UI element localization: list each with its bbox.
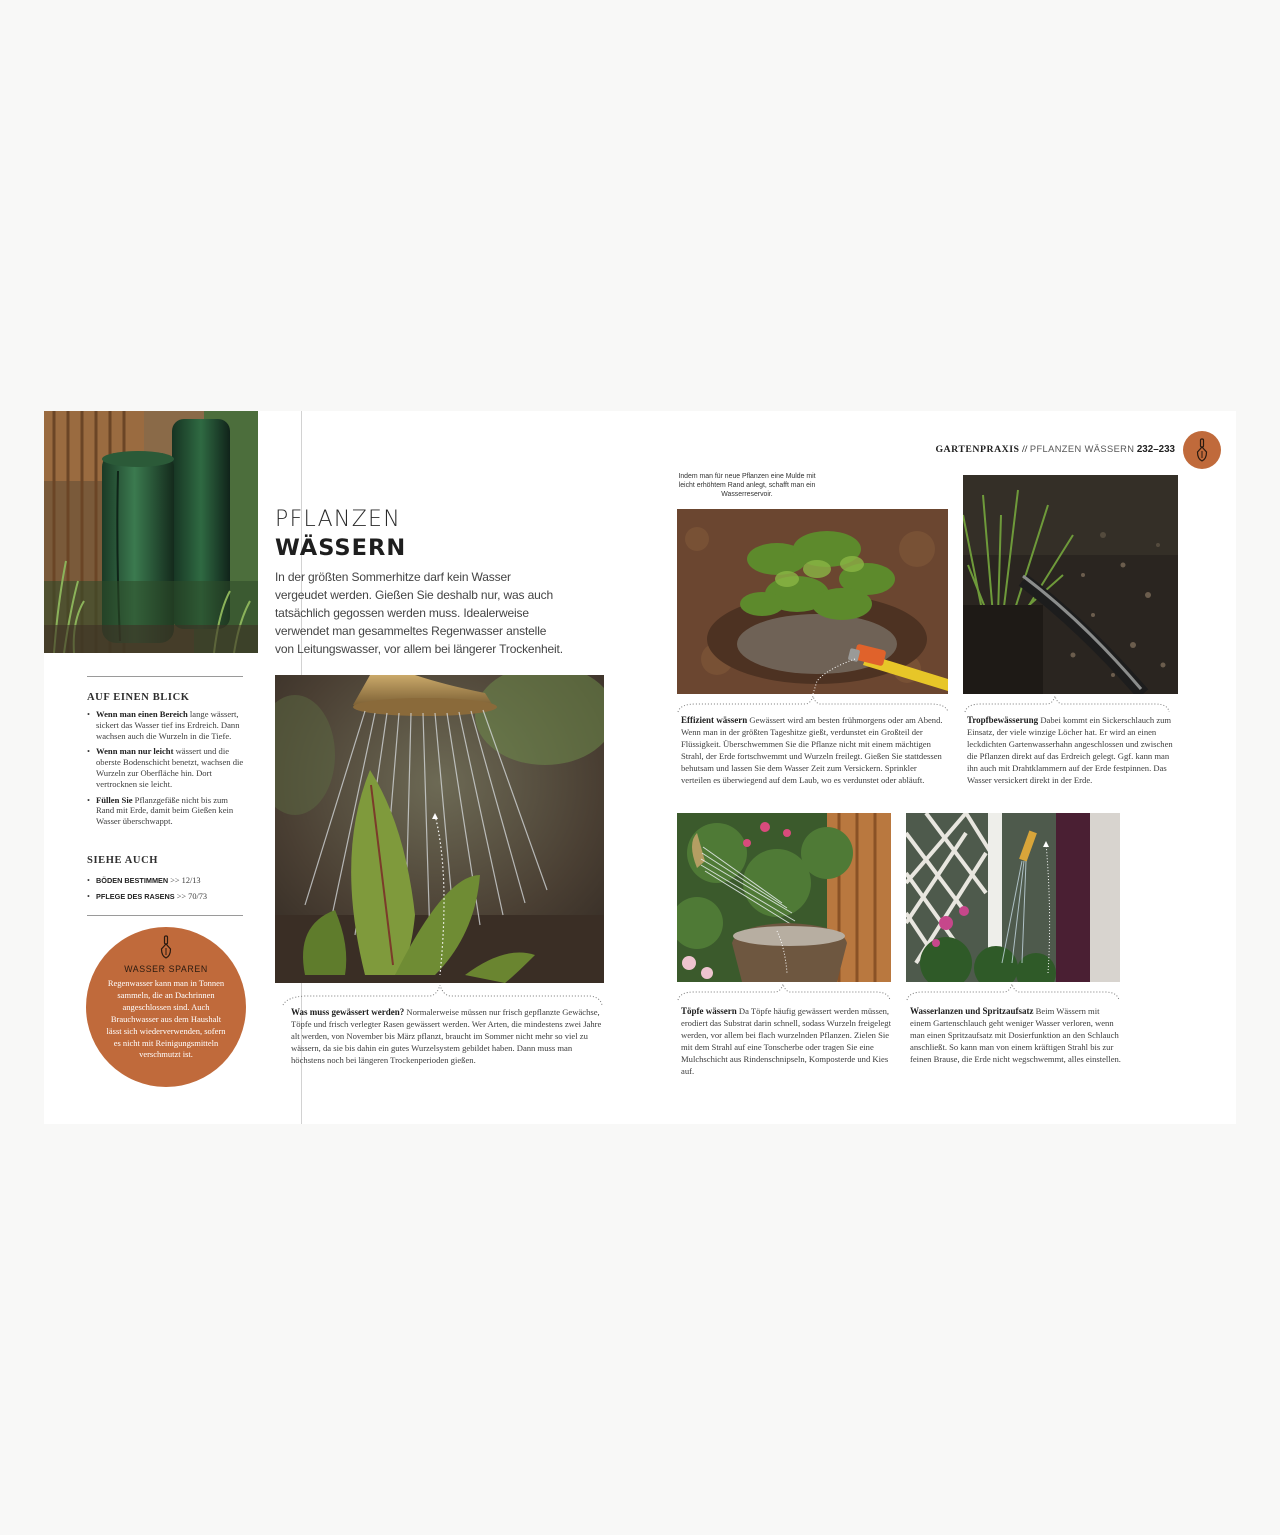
running-head: GARTENPRAXIS // PFLANZEN WÄSSERN 232–233 [935, 444, 1175, 455]
list-item: • Wenn man einen Bereich lange wässert, sickert das Wasser tief ins Erdreich. Dann wachsen auch die Wurzeln in die Tiefe. [87, 709, 247, 741]
glance-list [87, 709, 247, 832]
tip-box [86, 927, 246, 1087]
caption-pointer [676, 984, 892, 1004]
intro-text: In der größten Sommerhitze darf kein Wasser vergeudet werden. Gießen Sie deshalb nur, was auch tatsächlich gegossen werden muss. Idealerweise verwendet man gesammeltes Regenwasser anstelle von Leitungswasser, vor allem bei längerer Trockenheit. [275, 570, 563, 656]
watering-lance-photo [906, 813, 1120, 982]
caption-pot-watering: Töpfe wässern Da Töpfe häufig gewässert werden müssen, erodiert das Substrat darin schnell, sodass Wurzeln freigelegt werden, vor allem bei flach wurzelnden Pflanzen. Zielen Sie mit dem Strahl auf eine Tonscherbe oder tragen Sie eine Mulchschicht aus Rindenschnipseln, Komposterde und Kies auf. [681, 1006, 891, 1076]
glance-heading: AUF EINEN BLICK [87, 692, 190, 703]
book-spread [44, 411, 1236, 1124]
caption-main: Was muss gewässert werden? Normalerweise müssen nur frisch gepflanzte Gewächse, Töpfe und frisch verlegter Rasen gewässert werden. Wer Arten, die mindestens zwei Jahre alt werden, von November bis März pflanzt, braucht im Sommer nicht mehr so viel zu wässern, da sie bis dahin ein gutes Wurzelsystem gebildet haben. Dann muss man höchstens noch bei längeren Trockenperioden gießen. [291, 1007, 602, 1065]
hose-planting-pit-photo [677, 509, 948, 694]
caption-pointer [905, 984, 1121, 1004]
caption-pointer [676, 696, 949, 716]
see-also-heading: SIEHE AUCH [87, 855, 159, 866]
trowel-icon [158, 935, 174, 959]
photo-callout: Indem man für neue Pflanzen eine Mulde mit leicht erhöhtem Rand anlegt, schafft man ein Wasserreservoir. [678, 473, 816, 498]
page-title-line-1: PFLANZEN [275, 507, 402, 532]
tip-title: WASSER SPAREN [124, 964, 208, 974]
page-title-line-2: WÄSSERN [275, 535, 407, 561]
page-badge [1183, 431, 1221, 469]
see-also-link[interactable]: • BÖDEN BESTIMMEN >> 12/13 [87, 873, 247, 889]
divider [87, 915, 243, 916]
caption-watering-lance: Wasserlanzen und Spritzaufsatz Beim Wässern mit einem Gartenschlauch geht weniger Wasser verloren, wenn man einen Spritzaufsatz mit Dosierfunktion an den Schlauch anschließt. So kann man von einem kräftigen Strahl bis zur feinen Brause, die Erde nicht wegschwemmt, alles einstellen. [910, 1006, 1121, 1064]
list-item: • Wenn man nur leicht wässert und die oberste Bodenschicht benetzt, wachsen die Wurzeln zur Oberfläche hin. Dort vertrocknen sie leicht. [87, 746, 247, 789]
rain-barrels-photo [44, 411, 258, 653]
caption-drip-irrigation: Tropfbewässerung Dabei kommt ein Sickerschlauch zum Einsatz, der viele winzige Löcher hat. Er wird an einen leckdichten Gartenwasserhahn angeschlossen und zwischen die Pflanzen direkt auf das Erdreich gelegt. Ggf. kann man ihn auch mit Drahtklammern auf der Erde festpinnen. Das Wasser versickert direkt in der Erde. [967, 715, 1173, 785]
pot-watering-photo [677, 813, 891, 982]
watering-can-photo [275, 675, 604, 983]
caption-pointer [275, 985, 605, 1009]
drip-hose-photo [963, 475, 1178, 694]
trowel-icon [1194, 438, 1210, 462]
divider [87, 676, 243, 677]
caption-pointer [963, 696, 1171, 716]
tip-text: Regenwasser kann man in Tonnen sammeln, die an Dachrinnen angeschlossen sind. Auch Brauchwasser aus dem Haushalt lässt sich wiederverwenden, sofern es nicht mit Reinigungsmitteln verschmutzt ist. [106, 978, 226, 1060]
list-item: • Füllen Sie Pflanzgefäße nicht bis zum Rand mit Erde, damit beim Gießen kein Wasser überschwappt. [87, 795, 247, 827]
caption-efficient-watering: Effizient wässern Gewässert wird am besten frühmorgens oder am Abend. Wenn man in der größten Tageshitze gießt, verdunstet ein Großteil der Flüssigkeit. Überschwemmen Sie die Pflanze nicht mit einem mächtigen Strahl, der Erde fortschwemmt und Wurzeln freilegt. Gießen Sie stattdessen behutsam und lassen Sie dem Wasser Zeit zum Versickern. Sprinkler verteilen es überwiegend auf dem Laub, wo es verdunstet oder abläuft. [681, 715, 943, 785]
see-also-list [87, 873, 247, 905]
see-also-link[interactable]: • PFLEGE DES RASENS >> 70/73 [87, 889, 247, 905]
